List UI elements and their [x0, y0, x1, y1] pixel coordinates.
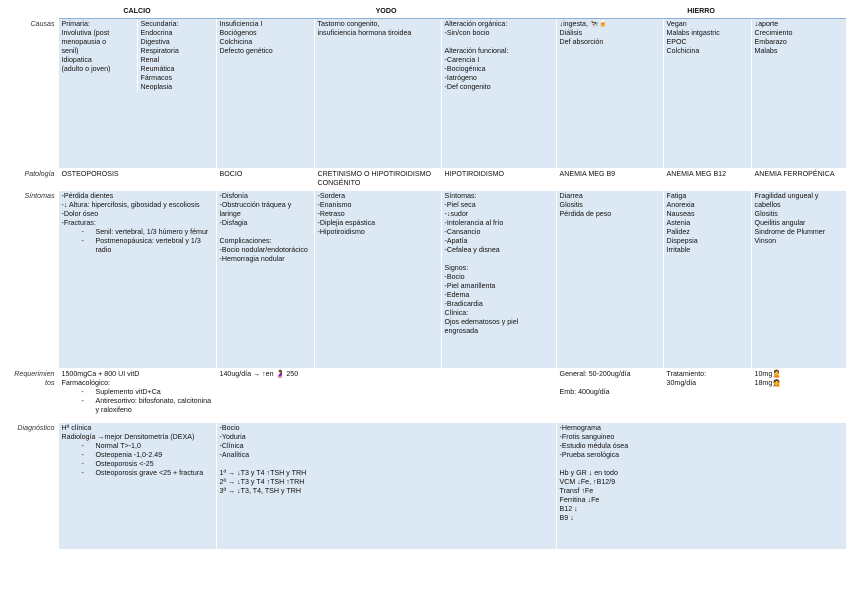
text-line: menopausia o — [61, 38, 107, 46]
text-line: -Piel amarillenta — [444, 282, 496, 290]
text-line: (adulto o joven) — [61, 65, 111, 73]
text-line: Pérdida de peso — [559, 210, 612, 218]
text-line: -Diplejia espástica — [317, 219, 376, 227]
text-line: Síntomas: — [444, 192, 477, 200]
text-line: 18mg🙍 — [754, 379, 782, 387]
header-hierro: HIERRO — [556, 6, 846, 19]
text-line: -↓ Altura: hipercifosis, gibosidad y escoliosis — [61, 201, 200, 209]
text-line: -Hemograma — [559, 424, 601, 432]
text-line: Fármacos — [140, 74, 173, 82]
text-line: Tratamiento: — [666, 370, 707, 378]
patologia-hipotiroidismo: HIPOTIROIDISMO — [441, 169, 556, 191]
text-line: Fatiga — [666, 192, 687, 200]
text-line: -Disfagia — [219, 219, 248, 227]
text-line: Requerimien — [14, 369, 55, 378]
text-line: Clínica: — [444, 309, 469, 317]
text-line: 140ug/día → ↑en 🤰 250 — [219, 370, 299, 378]
text-line: Malabs intgastric — [666, 29, 720, 37]
header-row — [4, 6, 846, 19]
row-label-diagnostico: Diagnóstico — [4, 423, 58, 549]
text-line: 2ª → ↓T3 y T4 ↑TSH ↑TRH — [219, 478, 305, 486]
req-hierro-ferro — [751, 369, 846, 423]
row-patologia — [4, 169, 846, 191]
text-line: -Cefalea y disnea — [444, 246, 500, 254]
sintomas-bocio — [216, 191, 314, 369]
text-line: Digestiva — [140, 38, 170, 46]
text-line: Renal — [140, 56, 160, 64]
cell-causas-yodo-3 — [441, 19, 556, 169]
text-line: 1ª → ↓T3 y T4 ↑TSH y TRH — [219, 469, 307, 477]
text-line: insuficiencia hormona tiroidea — [317, 29, 412, 37]
text-line: Complicaciones: — [219, 237, 272, 245]
text-line: Crecimiento — [754, 29, 793, 37]
patologia-anemia-ferro: ANEMIA FERROPÉNICA — [751, 169, 846, 191]
text-line: 1500mgCa + 800 UI vitD — [61, 370, 140, 378]
cell-causas-hierro-1 — [556, 19, 663, 169]
text-line: Radiología →mejor Densitometría (DEXA) — [61, 433, 195, 441]
text-line: - Suplemento vitD+Ca — [62, 388, 213, 397]
text-line: -Apatía — [444, 237, 468, 245]
text-line: -Intolerancia al frío — [444, 219, 504, 227]
row-diagnostico — [4, 423, 846, 549]
text-line: Neoplasia — [140, 83, 173, 91]
text-line: -Enanismo — [317, 201, 352, 209]
text-line: Nauseas — [666, 210, 695, 218]
text-line: -Carencia I — [444, 56, 480, 64]
text-line: - Osteopenia -1,0-2.49 — [62, 451, 213, 460]
text-line: Transf ↑Fe — [559, 487, 594, 495]
text-line: Ojos edematosos y piel engrosada — [444, 318, 519, 335]
text-line: -Retraso — [317, 210, 345, 218]
text-line: Tastorno congenito, — [317, 20, 380, 28]
text-line: Signos: — [444, 264, 469, 272]
text-line: -Dolor óseo — [61, 210, 99, 218]
text-line: -Clínica — [219, 442, 244, 450]
cell-causas-yodo-1 — [216, 19, 314, 169]
text-line: -Fracturas: — [61, 219, 96, 227]
text-line: General: 50-200ug/día — [559, 370, 631, 378]
text-line: -Prueba serológica — [559, 451, 620, 459]
row-sintomas — [4, 191, 846, 369]
diag-yodo — [216, 423, 556, 549]
row-causas — [4, 19, 846, 169]
row-label-causas: Causas — [4, 19, 58, 169]
text-line: Involutiva (post — [61, 29, 110, 37]
text-line: Embarazo — [754, 38, 787, 46]
header-calcio: CALCIO — [58, 6, 216, 19]
row-label-patologia: Patología — [4, 169, 58, 191]
text-line: -Disfonía — [219, 192, 248, 200]
text-line: -Def congenito — [444, 83, 491, 91]
row-requerimientos — [4, 369, 846, 423]
text-line: Ferritina ↓Fe — [559, 496, 600, 504]
text-line: Def absorción — [559, 38, 604, 46]
causas-secundaria — [137, 20, 213, 92]
cell-causas-hierro-2 — [663, 19, 751, 169]
text-line: -Estudio médula ósea — [559, 442, 629, 450]
causas-primaria — [62, 20, 134, 92]
text-line: - Osteoporosis <-25 — [62, 460, 213, 469]
text-line: - Antiresortivo: bifosfonato, calcitonina y raloxifeno — [62, 397, 213, 415]
req-hierro-b9 — [556, 369, 663, 423]
req-hierro-b12 — [663, 369, 751, 423]
text-line: Farmacológico: — [61, 379, 110, 387]
text-line: -Bocio — [219, 424, 240, 432]
nutrition-table — [4, 6, 846, 549]
text-line: Respiratoria — [140, 47, 179, 55]
cell-causas-yodo-2 — [314, 19, 441, 169]
text-line: - Senil: vertebral, 1/3 húmero y fémur — [62, 228, 213, 237]
req-yodo — [216, 369, 556, 423]
text-line: Colchicina — [666, 47, 700, 55]
text-line: ↓aporte — [754, 20, 779, 28]
diag-calcio — [58, 423, 216, 549]
text-line: Hb y GR ↓ en todo — [559, 469, 618, 477]
text-line: -Bociogénica — [444, 65, 486, 73]
cell-causas-calcio — [58, 19, 216, 169]
patologia-bocio: BOCIO — [216, 169, 314, 191]
diag-hierro — [556, 423, 846, 549]
text-line: Fragilidad ungueal y cabellos — [754, 192, 819, 209]
text-line: -Pérdida dientes — [61, 192, 114, 200]
sintomas-anemia-ferro — [751, 191, 846, 369]
cell-causas-hierro-3 — [751, 19, 846, 169]
text-line: 10mg🙎 — [754, 370, 782, 378]
text-line: VCM ↓Fe, ↑B12/9 — [559, 478, 616, 486]
text-line: -Cansancio — [444, 228, 481, 236]
text-line: Anorexia — [666, 201, 695, 209]
text-line: Emb: 400ug/día — [559, 388, 610, 396]
text-line: Glositis — [754, 210, 778, 218]
text-line: Insuficiencia I — [219, 20, 263, 28]
text-line: Reumática — [140, 65, 175, 73]
text-line: - Osteoporosis grave <25 + fractura — [62, 469, 213, 478]
text-line: - Postmenopáusica: vertebral y 1/3 radio — [62, 237, 213, 255]
text-line: ↓ingesta, 🐄🍺 — [559, 20, 608, 28]
text-line: Bociógenos — [219, 29, 257, 37]
req-calcio — [58, 369, 216, 423]
text-line: Primaria: — [61, 20, 90, 28]
text-line: Alteración orgánica: — [444, 20, 508, 28]
row-label-sintomas: Síntomas — [4, 191, 58, 369]
text-line: B9 ↓ — [559, 514, 574, 522]
sintomas-cretinismo — [314, 191, 441, 369]
patologia-osteoporosis: OSTEOPOROSIS — [58, 169, 216, 191]
text-line: -Sordera — [317, 192, 346, 200]
text-line: -Analítica — [219, 451, 250, 459]
text-line: Vegan — [666, 20, 687, 28]
text-line: Secundaria: — [140, 20, 179, 28]
text-line: Queilitis angular — [754, 219, 806, 227]
text-line: -Yoduria — [219, 433, 246, 441]
text-line: -Frotis sanguineo — [559, 433, 615, 441]
sintomas-osteoporosis — [58, 191, 216, 369]
text-line: tos — [45, 378, 55, 387]
text-line: -Edema — [444, 291, 470, 299]
text-line: Colchicina — [219, 38, 253, 46]
text-line: Defecto genético — [219, 47, 273, 55]
text-line: Hª clínica — [61, 424, 92, 432]
text-line: EPOC — [666, 38, 687, 46]
text-line: -Obstrucción tráquea y laringe — [219, 201, 292, 218]
text-line: Malabs — [754, 47, 778, 55]
header-yodo: YODO — [216, 6, 556, 19]
sintomas-hipotiroidismo — [441, 191, 556, 369]
text-line: -Sin/con bocio — [444, 29, 490, 37]
text-line: -Piel seca — [444, 201, 476, 209]
text-line: 3ª → ↓T3, T4, TSH y TRH — [219, 487, 301, 495]
text-line: Endocrina — [140, 29, 173, 37]
patologia-cretinismo: CRETINISMO O HIPOTIROIDISMO CONGÉNITO — [314, 169, 441, 191]
text-line: -Hemorragia nodular — [219, 255, 285, 263]
sintomas-anemia-b12 — [663, 191, 751, 369]
text-line: B12 ↓ — [559, 505, 578, 513]
row-label-requerimientos — [4, 369, 58, 423]
text-line: Astenia — [666, 219, 691, 227]
text-line: -Bocio — [444, 273, 465, 281]
text-line: Diarrea — [559, 192, 583, 200]
text-line: Sindrome de Plummer Vinson — [754, 228, 826, 245]
text-line: Palidez — [666, 228, 690, 236]
text-line: -Iatrógeno — [444, 74, 477, 82]
text-line: -↓sudor — [444, 210, 469, 218]
text-line: Dispepsia — [666, 237, 698, 245]
patologia-anemia-b9: ANEMIA MEG B9 — [556, 169, 663, 191]
text-line: Idiopatica — [61, 56, 92, 64]
text-line: -Hipotiroidismo — [317, 228, 365, 236]
text-line: senil) — [61, 47, 79, 55]
text-line: -Bradicardia — [444, 300, 483, 308]
text-line: 30mg/día — [666, 379, 697, 387]
text-line: - Normal T>-1,0 — [62, 442, 213, 451]
text-line: Irritable — [666, 246, 691, 254]
patologia-anemia-b12: ANEMIA MEG B12 — [663, 169, 751, 191]
text-line: Glositis — [559, 201, 583, 209]
text-line: Alteración funcional: — [444, 47, 509, 55]
sintomas-anemia-b9 — [556, 191, 663, 369]
text-line: -Bocio nodular/endotorácico — [219, 246, 308, 254]
text-line: Diálisis — [559, 29, 583, 37]
